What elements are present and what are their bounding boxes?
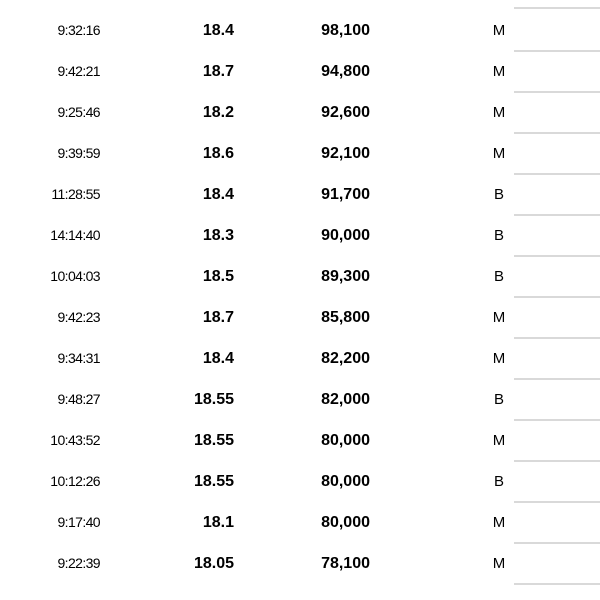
volume-cell: 78,100 — [321, 555, 370, 572]
price-cell: 18.4 — [202, 186, 234, 203]
price-cell: 18.2 — [202, 104, 234, 121]
volume-cell: 80,000 — [321, 514, 370, 531]
blank-cell — [514, 297, 600, 339]
side-cell: M — [492, 104, 506, 121]
time-cell: 9:42:21 — [57, 63, 100, 79]
side-cell: M — [492, 63, 506, 80]
price-cell: 18.4 — [202, 22, 234, 39]
volume-cell: 80,000 — [321, 432, 370, 449]
blank-cell — [514, 461, 600, 503]
blank-cell — [514, 215, 600, 257]
side-cell: B — [493, 473, 504, 490]
price-cell: 18.55 — [193, 432, 234, 449]
time-cell: 9:32:16 — [57, 22, 100, 38]
side-cell: M — [492, 555, 506, 572]
blank-cell — [514, 502, 600, 544]
blank-cell — [514, 379, 600, 421]
table-row[interactable] — [0, 379, 600, 420]
volume-cell: 82,200 — [321, 350, 370, 367]
table-row[interactable] — [0, 133, 600, 174]
blank-cell — [514, 10, 600, 52]
time-cell: 10:43:52 — [50, 432, 100, 448]
blank-cell — [514, 92, 600, 134]
volume-cell: 94,800 — [321, 63, 370, 80]
blank-cell — [514, 51, 600, 93]
blank-cell — [514, 420, 600, 462]
time-cell: 14:14:40 — [50, 227, 100, 243]
table-row[interactable] — [0, 297, 600, 338]
price-cell: 18.6 — [202, 145, 234, 162]
time-cell: 9:39:59 — [57, 145, 100, 161]
side-cell: M — [492, 350, 506, 367]
time-cell: 10:12:26 — [50, 473, 100, 489]
time-cell: 9:17:40 — [57, 514, 100, 530]
side-cell: M — [492, 432, 506, 449]
price-cell: 18.05 — [193, 555, 234, 572]
side-cell: M — [492, 22, 506, 39]
side-cell: B — [493, 268, 504, 285]
time-cell: 9:34:31 — [57, 350, 100, 366]
blank-cell — [514, 543, 600, 585]
volume-cell: 80,000 — [321, 473, 370, 490]
table-row[interactable] — [0, 174, 600, 215]
blank-cell — [514, 256, 600, 298]
table-row[interactable] — [0, 51, 600, 92]
volume-cell: 92,600 — [321, 104, 370, 121]
time-cell: 10:04:03 — [50, 268, 100, 284]
price-cell: 18.55 — [193, 473, 234, 490]
price-cell: 18.7 — [202, 309, 234, 326]
time-cell: 11:28:55 — [51, 186, 100, 202]
side-cell: M — [492, 514, 506, 531]
price-cell: 18.55 — [193, 391, 234, 408]
volume-cell: 89,300 — [321, 268, 370, 285]
volume-cell: 82,000 — [321, 391, 370, 408]
table-row[interactable] — [0, 502, 600, 543]
row-divider — [514, 7, 600, 9]
side-cell: M — [492, 309, 506, 326]
side-cell: B — [493, 391, 504, 408]
table-row[interactable] — [0, 215, 600, 256]
volume-cell: 92,100 — [321, 145, 370, 162]
blank-cell — [514, 174, 600, 216]
side-cell: M — [492, 145, 506, 162]
time-cell: 9:22:39 — [57, 555, 100, 571]
table-row[interactable] — [0, 256, 600, 297]
price-cell: 18.5 — [202, 268, 234, 285]
price-cell: 18.4 — [202, 350, 234, 367]
price-cell: 18.3 — [202, 227, 234, 244]
table-row[interactable] — [0, 543, 600, 584]
table-row[interactable] — [0, 10, 600, 51]
table-row[interactable] — [0, 338, 600, 379]
blank-cell — [514, 133, 600, 175]
table-row[interactable] — [0, 461, 600, 502]
side-cell: B — [493, 227, 504, 244]
price-cell: 18.1 — [202, 514, 234, 531]
trade-table — [0, 10, 600, 584]
volume-cell: 90,000 — [321, 227, 370, 244]
side-cell: B — [493, 186, 504, 203]
price-cell: 18.7 — [202, 63, 234, 80]
table-row[interactable] — [0, 92, 600, 133]
time-cell: 9:25:46 — [57, 104, 100, 120]
blank-cell — [514, 338, 600, 380]
volume-cell: 85,800 — [321, 309, 370, 326]
time-cell: 9:42:23 — [57, 309, 100, 325]
volume-cell: 98,100 — [321, 22, 370, 39]
time-cell: 9:48:27 — [57, 391, 100, 407]
table-row[interactable] — [0, 420, 600, 461]
volume-cell: 91,700 — [321, 186, 370, 203]
